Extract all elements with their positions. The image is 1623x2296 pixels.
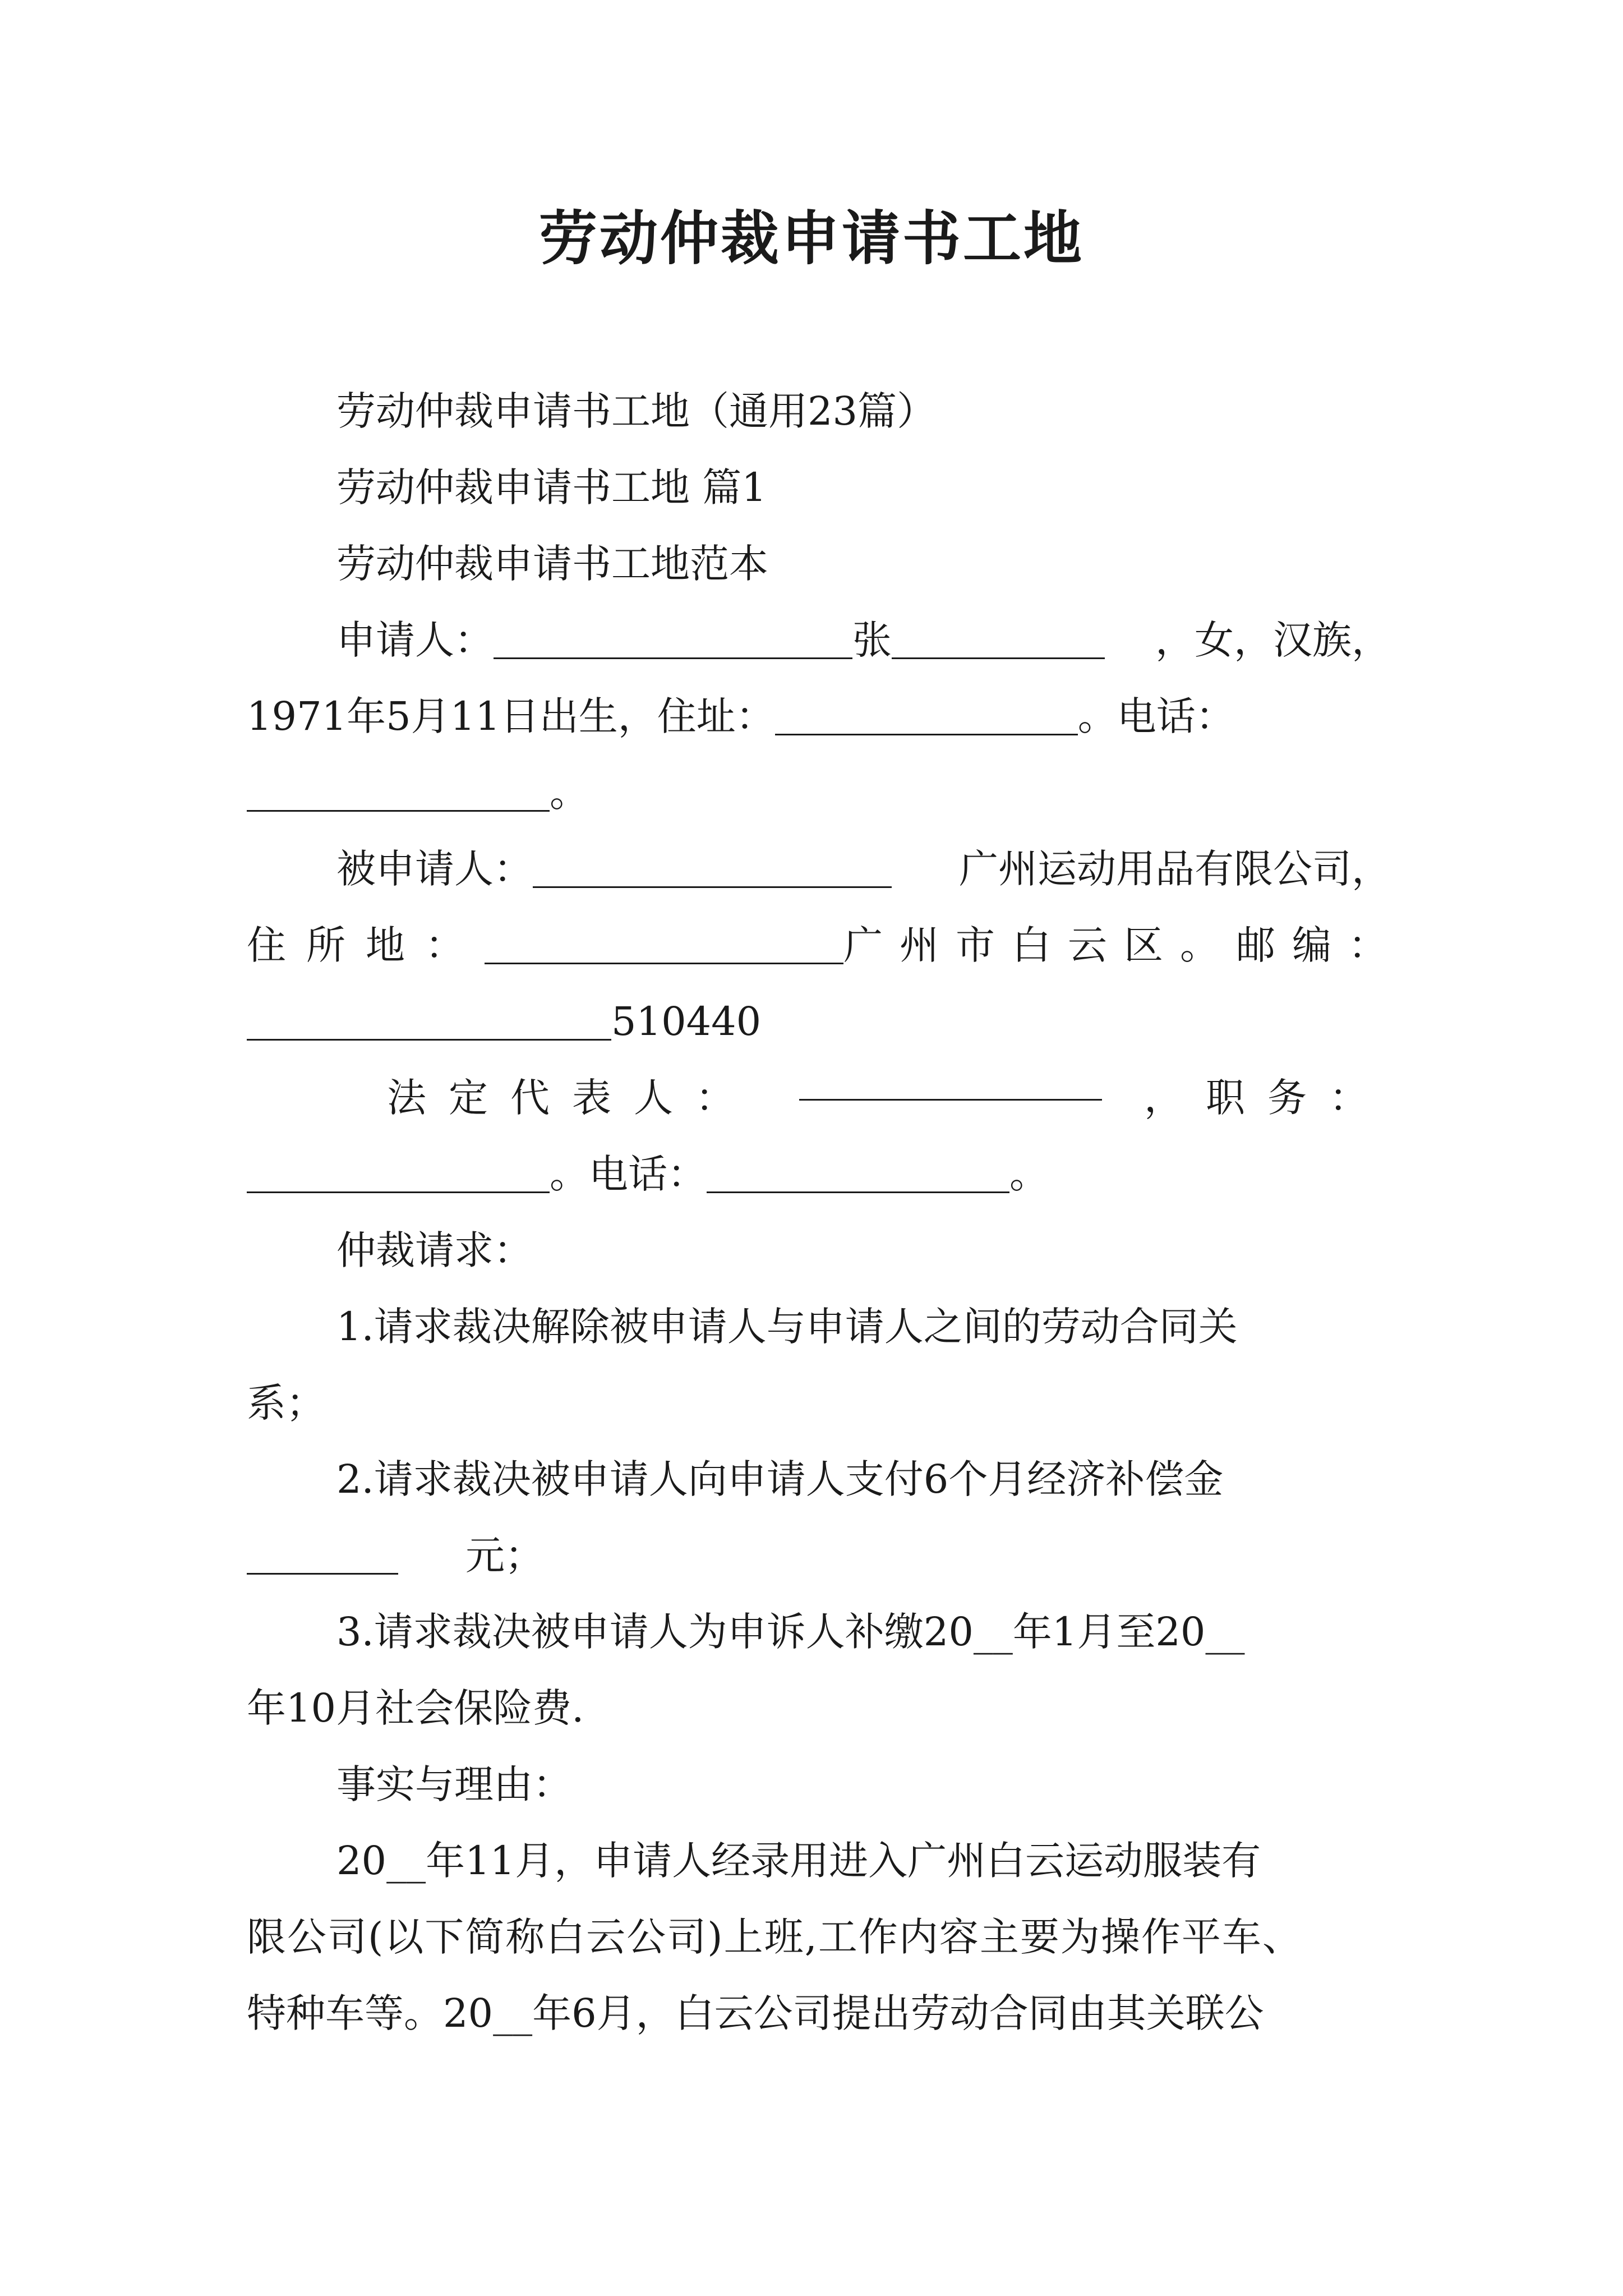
blank-field	[707, 1152, 1009, 1193]
claim-2-line-2	[247, 1517, 1391, 1594]
punctuation: 。	[550, 770, 589, 816]
residence-value: 广州市白云区。邮编：	[843, 922, 1404, 968]
blank-field	[247, 1152, 550, 1193]
legal-rep-line-1	[247, 1060, 1391, 1136]
blank-field	[247, 1000, 611, 1041]
claim-3-line-1: 3.请求裁决被申请人为申诉人补缴20__年1月至20__	[336, 1609, 1245, 1655]
claim-1-line-1: 1.请求裁决解除被申请人与申请人之间的劳动合同关	[336, 1304, 1238, 1350]
applicant-line-3	[247, 754, 1391, 831]
blank-field	[485, 923, 843, 964]
residence-label: 住所地：	[247, 922, 485, 968]
legal-rep-phone-label: 。电话：	[550, 1151, 707, 1197]
claim-2-line-1: 2.请求裁决被申请人向申请人支付6个月经济补偿金	[336, 1456, 1224, 1502]
respondent-label: 被申请人：	[336, 846, 533, 892]
claim-3-line-2: 年10月社会保险费.	[247, 1685, 584, 1731]
template-heading: 劳动仲裁申请书工地范本	[336, 541, 768, 587]
blank-field	[247, 1534, 398, 1575]
blank-field	[799, 1060, 1102, 1101]
facts-line-1: 20__年11月，申请人经录用进入广州白云运动服装有	[336, 1838, 1261, 1884]
document-title: 劳动仲裁申请书工地	[538, 204, 1084, 273]
applicant-label: 申请人：	[336, 617, 494, 663]
respondent-line-3	[247, 983, 1391, 1060]
applicant-name: 张	[852, 617, 892, 663]
punctuation: 。	[1009, 1151, 1049, 1197]
respondent-name: 广州运动用品有限公司，	[959, 846, 1391, 892]
applicant-phone-label: 。电话：	[1077, 693, 1235, 739]
respondent-line-1	[247, 831, 1391, 907]
blank-field	[494, 618, 852, 659]
legal-rep-line-2	[247, 1136, 1391, 1212]
position-label: ，职务：	[1144, 1075, 1391, 1121]
postcode: 510440	[611, 999, 762, 1045]
blank-field	[775, 694, 1078, 735]
blank-field	[892, 618, 1105, 659]
applicant-line-2	[247, 678, 1391, 754]
document-body	[247, 373, 1404, 2051]
blank-field	[533, 847, 892, 888]
subtitle-line: 劳动仲裁申请书工地（通用23篇）	[336, 388, 937, 434]
currency-unit: 元；	[465, 1533, 544, 1579]
claims-heading: 仲裁请求：	[336, 1227, 533, 1273]
applicant-birth-address: 1971年5月11日出生，住址：	[247, 693, 775, 739]
facts-heading: 事实与理由：	[336, 1761, 572, 1807]
facts-line-3: 特种车等。20__年6月，白云公司提出劳动合同由其关联公	[247, 1990, 1264, 2036]
section-heading: 劳动仲裁申请书工地 篇1	[336, 464, 767, 510]
legal-rep-label: 法定代表人：	[387, 1075, 757, 1121]
applicant-line-1	[247, 602, 1391, 678]
blank-field	[247, 771, 550, 812]
respondent-line-2	[247, 907, 1404, 983]
facts-line-2: 限公司(以下简称白云公司)上班,工作内容主要为操作平车、	[247, 1914, 1303, 1960]
applicant-details: ，女，汉族，	[1155, 617, 1391, 663]
claim-1-line-2: 系；	[247, 1380, 325, 1426]
